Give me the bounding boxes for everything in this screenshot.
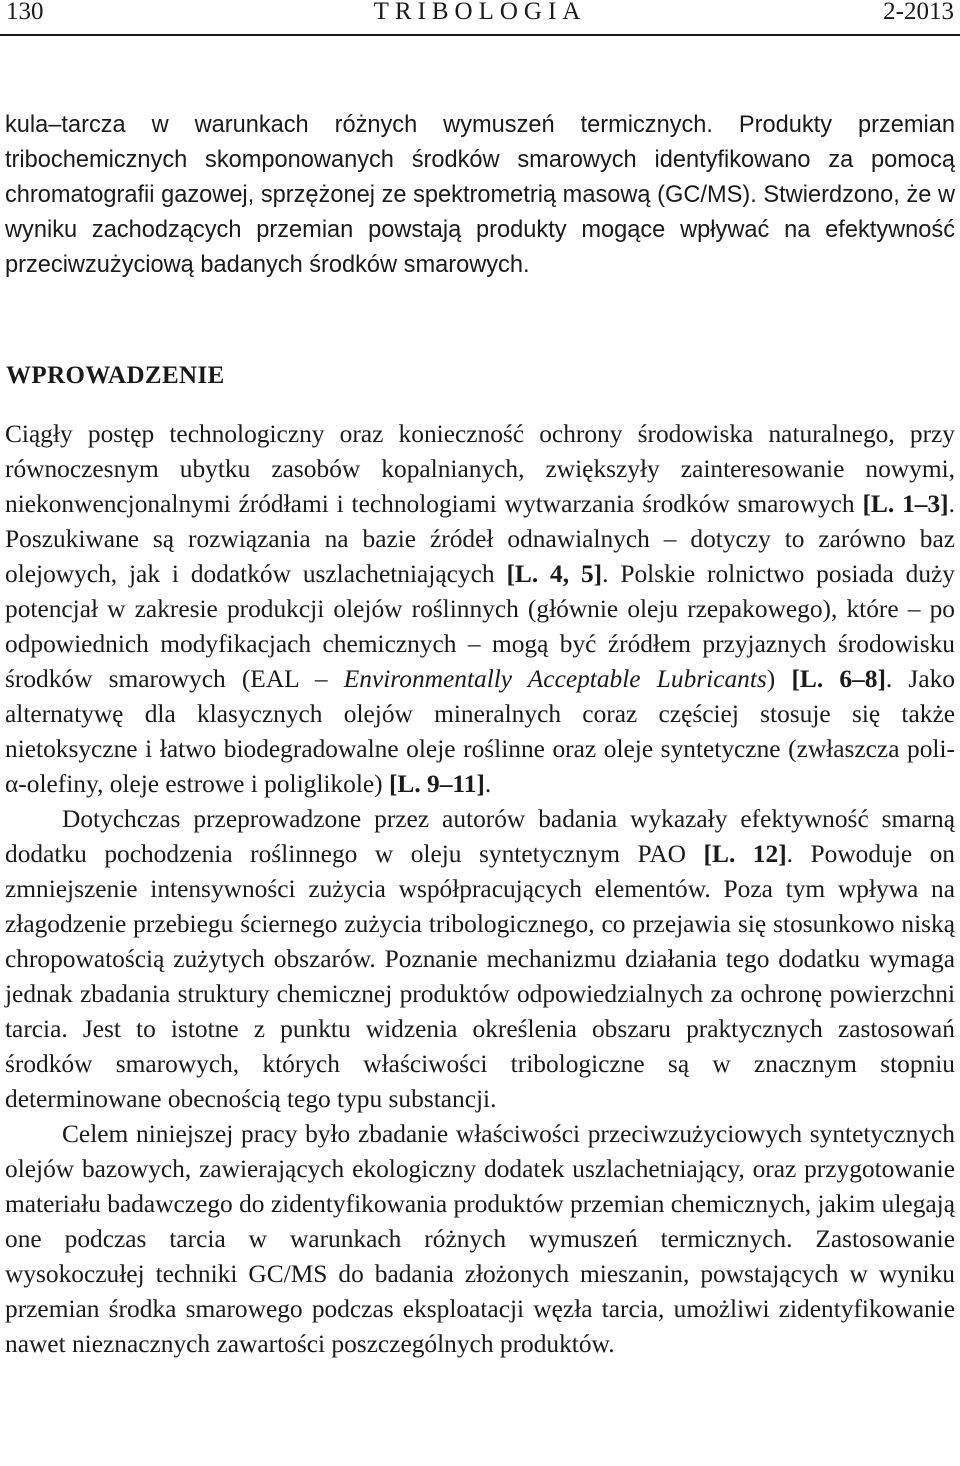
text-run: . Jako alternatywę dla klasycznych olejów mineralnych coraz częściej stosuje się także nietoksyczne i łatwo biodegradowalne oleje roślinne oraz oleje syntetyczne (zwłaszcza poli-α-olefiny, oleje estrowe i poliglikole) [5, 665, 955, 798]
citation: [L. 9–11] [388, 770, 485, 798]
citation: [L. 6–8] [791, 665, 886, 693]
text-run: . Poszukiwane są rozwiązania na bazie źródeł odnawialnych – dotyczy to zarówno baz olejowych, jak i dodatków uszlachetniających [5, 490, 955, 588]
text-run: Ciągły postęp technologiczny oraz konieczność ochrony środowiska naturalnego, przy równoczesnym ubytku zasobów kopalnianych, zwiększyły zainteresowanie nowymi, niekonwencjonalnymi źródłami i technologiami wytwarzania środków smarowych [5, 420, 955, 518]
text-run: ) [766, 665, 792, 693]
italic-term: Environmentally Acceptable Lubricants [343, 665, 767, 693]
abstract-text: kula–tarcza w warunkach różnych wymuszeń termicznych. Produkty przemian tribochemicznych skomponowanych środków smarowych identyfikowano za pomocą chromatografii gazowej, sprzężonej ze spektrometrią masową (GC/MS). Stwierdzono, że w wyniku zachodzących przemian powstają produkty mogące wpływać na efektywność przeciwzużyciową badanych środków smarowych. [5, 112, 955, 278]
text-run: . Polskie rolnictwo posiada duży potencjał w zakresie produkcji olejów roślinnych (głównie oleju rzepakowego), które – po odpowiednich modyfikacjach chemicznych – mogą być źródłem przyjaznych środowisku środków smarowych (EAL – [5, 560, 955, 693]
text-run: . Powoduje on zmniejszenie intensywności zużycia współpracujących elementów. Poza tym wpływa na złagodzenie przebiegu ściernego zużycia tribologicznego, co przejawia się stosunkowo niską chropowatością zużytych obszarów. Poznanie mechanizmu działania tego dodatku wymaga jednak zbadania struktury chemicznej produktów odpowiedzialnych za ochronę powierzchni tarcia. Jest to istotne z punktu widzenia określenia obszaru praktycznych zastosowań środków smarowych, których właściwości tribologiczne są w znacznym stopniu determinowane obecnością tego typu substancji. [5, 840, 955, 1113]
text-run: . [484, 770, 492, 798]
citation: [L. 4, 5] [506, 560, 603, 588]
paragraph-1 [5, 417, 955, 802]
paragraph-3: Celem niniejszej pracy było zbadanie właściwości przeciwzużyciowych syntetycznych olejów bazowych, zawierających ekologiczny dodatek uszlachetniający, oraz przygotowanie materiału badawczego do zidentyfikowania produktów przemian chemicznych, jakim ulegają one podczas tarcia w warunkach różnych wymuszeń termicznych. Zastosowanie wysokoczułej techniki GC/MS do badania złożonych mieszanin, powstających w wyniku przemian środka smarowego podczas eksploatacji węzła tarcia, umożliwi zidentyfikowanie nawet nieznacznych zawartości poszczególnych produktów. [5, 1120, 955, 1358]
paragraph-2 [5, 802, 955, 1117]
citation: [L. 1–3] [862, 490, 949, 518]
journal-title: TRIBOLOGIA [373, 0, 587, 25]
running-header [0, 0, 960, 36]
issue-number: 2-2013 [883, 0, 954, 25]
section-title: WPROWADZENIE [6, 362, 225, 389]
header-rule [0, 34, 960, 36]
text-run: Dotychczas przeprowadzone przez autorów badania wykazały efektywność smarną dodatku pochodzenia roślinnego w oleju syntetycznym PAO [5, 805, 955, 868]
page-number: 130 [6, 0, 44, 25]
citation: [L. 12] [703, 840, 787, 868]
body-text [5, 417, 955, 1362]
